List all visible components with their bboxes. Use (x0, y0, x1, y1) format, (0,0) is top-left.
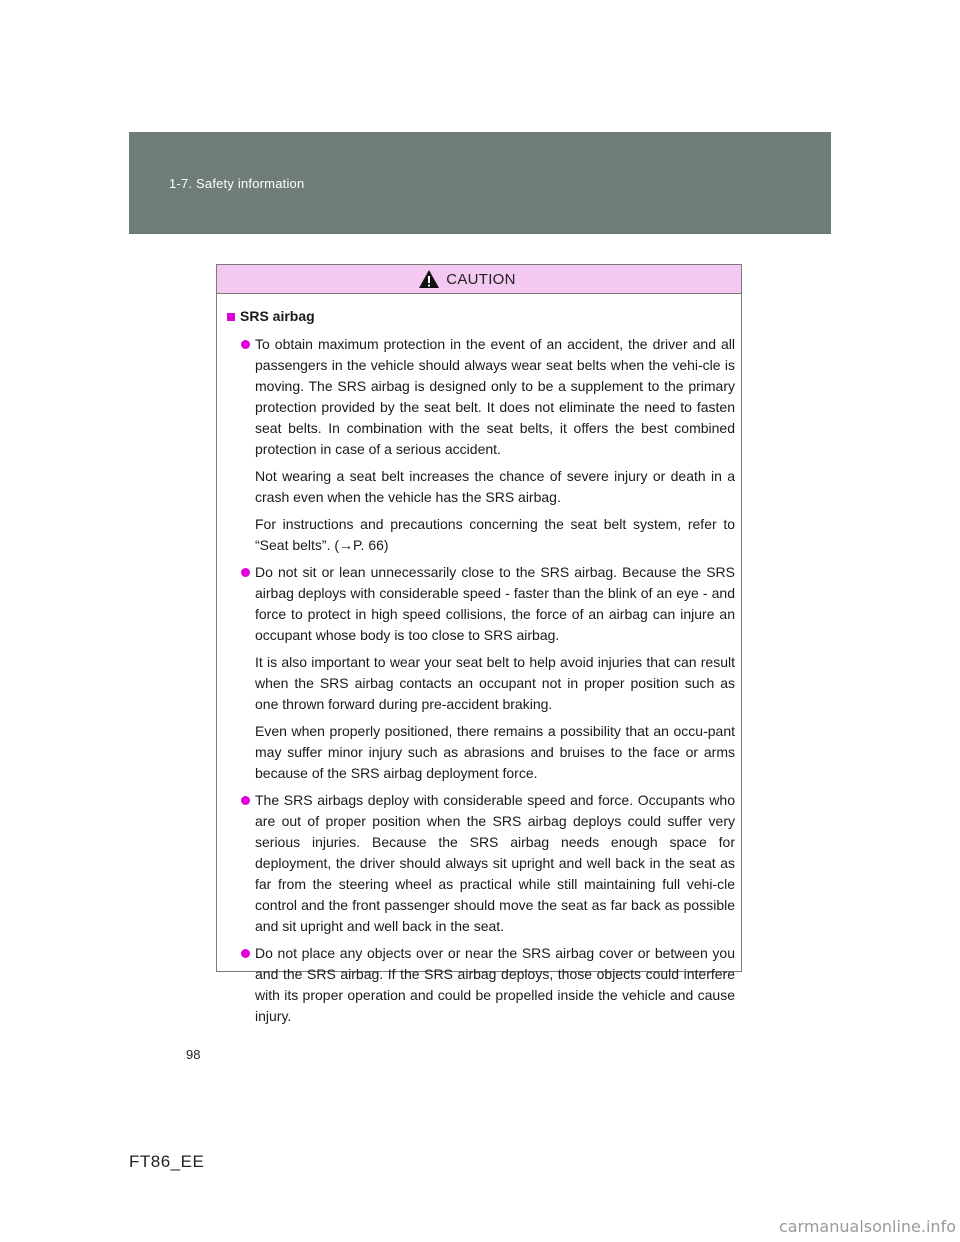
header-band (129, 132, 831, 234)
caution-item (227, 562, 735, 784)
round-bullet-icon (241, 949, 250, 958)
square-bullet-icon (227, 313, 235, 321)
topic-heading (227, 306, 735, 327)
caution-item-text (255, 562, 735, 784)
caution-paragraph: To obtain maximum protection in the event of an accident, the driver and all passengers in the vehicle should always wear seat belts when the vehi-cle is moving. The SRS airbag is designed only to be a supplement to the primary protection provided by the seat belt. It does not eliminate the need to fasten seat belts. In combination with the seat belts, it offers the best combined protection in case of a serious accident. (255, 336, 735, 457)
round-bullet-icon (241, 568, 250, 577)
caution-title: CAUTION (446, 270, 516, 288)
caution-item (227, 334, 735, 556)
round-bullet-icon (241, 340, 250, 349)
caution-item-text (255, 943, 735, 1027)
caution-item (227, 790, 735, 937)
caution-item-text (255, 790, 735, 937)
caution-item (227, 943, 735, 1027)
page-number: 98 (186, 1047, 201, 1062)
caution-paragraph: Even when properly positioned, there remains a possibility that an occu-pant may suffer minor injury such as abrasions and bruises to the face or arms because of the SRS airbag deployment force. (255, 723, 735, 781)
caution-paragraph: Do not sit or lean unnecessarily close to the SRS airbag. Because the SRS airbag deploys with considerable speed - faster than the blink of an eye - and force to protect in high speed collisions, the force of an airbag can injure an occupant whose body is too close to SRS airbag. (255, 564, 735, 643)
caution-box (216, 264, 742, 1024)
topic-label: SRS airbag (240, 308, 315, 324)
document-code: FT86_EE (129, 1152, 205, 1171)
round-bullet-icon (241, 796, 250, 805)
caution-paragraph: The SRS airbags deploy with considerable speed and force. Occupants who are out of proper position when the SRS airbag deploys could suffer very serious injuries. Because the SRS airbag needs enough space for deployment, the driver should always sit upright and well back in the seat as far from the steering wheel as practical while still maintaining full vehi-cle control and the front passenger should move the seat as far back as possible and sit upright and well back in the seat. (255, 792, 735, 934)
warning-triangle-icon (418, 269, 440, 289)
watermark: carmanualsonline.info (778, 1217, 956, 1236)
caution-paragraph: Do not place any objects over or near the SRS airbag cover or between you and the SRS airbag. If the SRS airbag deploys, those objects could interfere with its proper operation and could be propelled inside the vehicle and cause injury. (255, 945, 735, 1024)
section-label: 1-7. Safety information (169, 176, 305, 191)
caution-paragraph: It is also important to wear your seat belt to help avoid injuries that can result when the SRS airbag contacts an occupant not in proper position such as one thrown forward during pre-accident braking. (255, 654, 735, 712)
caution-items (227, 334, 735, 1027)
caution-header (217, 265, 741, 294)
caution-paragraph: Not wearing a seat belt increases the chance of severe injury or death in a crash even when the vehicle has the SRS airbag. (255, 468, 735, 505)
caution-item-text (255, 334, 735, 556)
caution-paragraph: For instructions and precautions concerning the seat belt system, refer to “Seat belts”. (→P. 66) (255, 516, 735, 553)
caution-body (217, 294, 741, 1027)
